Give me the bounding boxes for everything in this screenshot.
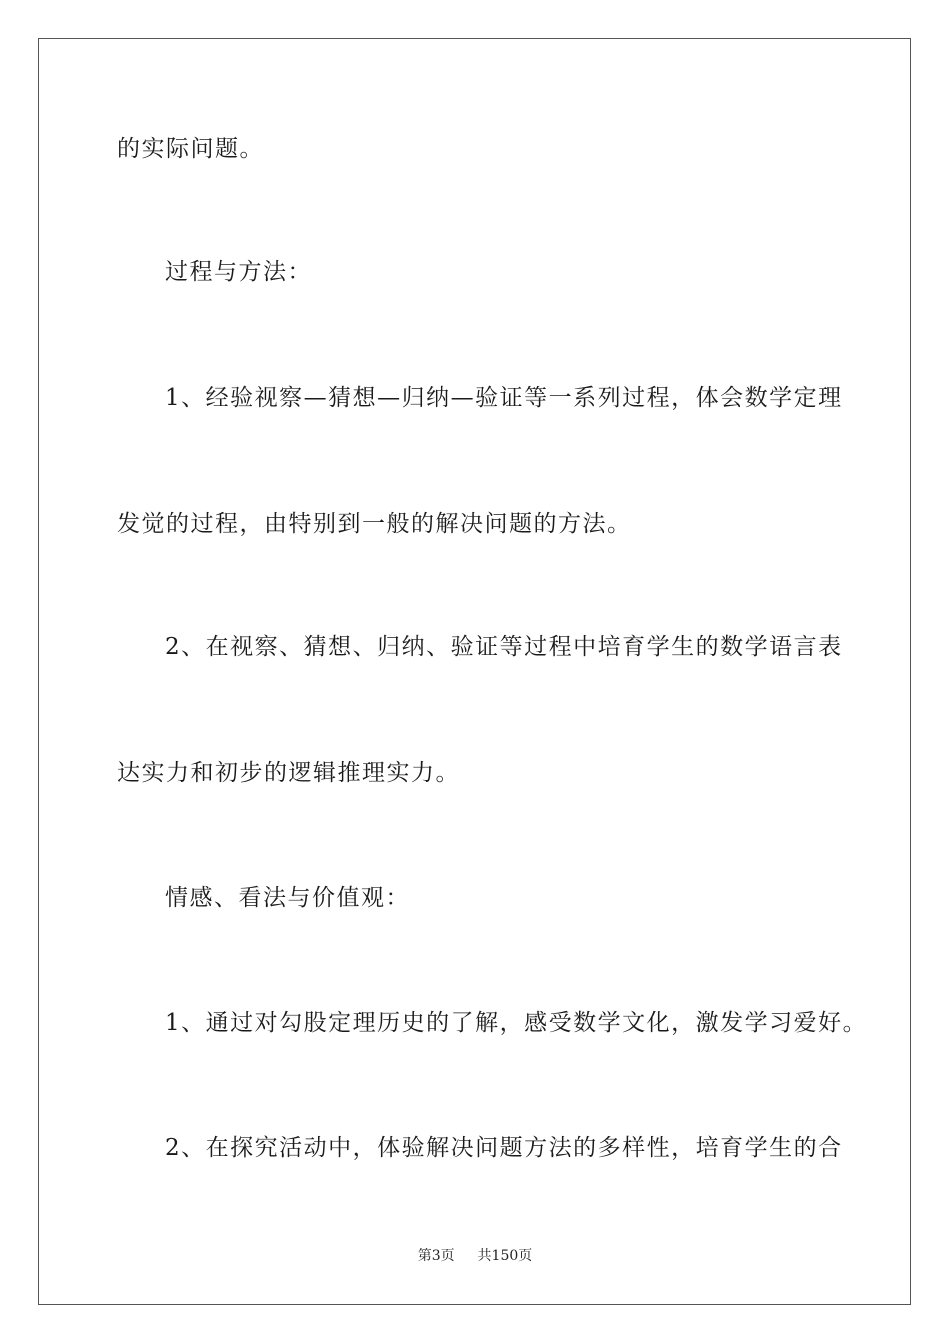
text-line-5: 2、在视察、猜想、归纳、验证等过程中培育学生的数学语言表 [165,634,843,660]
page-number: 第3页 [417,1248,455,1264]
text-line-4: 发觉的过程，由特别到一般的解决问题的方法。 [117,511,632,537]
text-line-2-heading: 过程与方法： [165,259,312,285]
page-total: 共150页 [477,1248,533,1264]
text-line-9: 2、在探究活动中，体验解决问题方法的多样性，培育学生的合 [165,1135,843,1161]
text-line-6: 达实力和初步的逻辑推理实力。 [117,760,460,786]
text-line-8: 1、通过对勾股定理历史的了解，感受数学文化，激发学习爱好。 [165,1010,868,1036]
page-border [38,38,911,1305]
text-line-7-heading: 情感、看法与价值观： [165,885,410,911]
text-line-3: 1、经验视察—猜想—归纳—验证等一系列过程，体会数学定理 [165,385,843,411]
text-line-1: 的实际问题。 [117,136,264,162]
page-footer [0,1247,950,1265]
